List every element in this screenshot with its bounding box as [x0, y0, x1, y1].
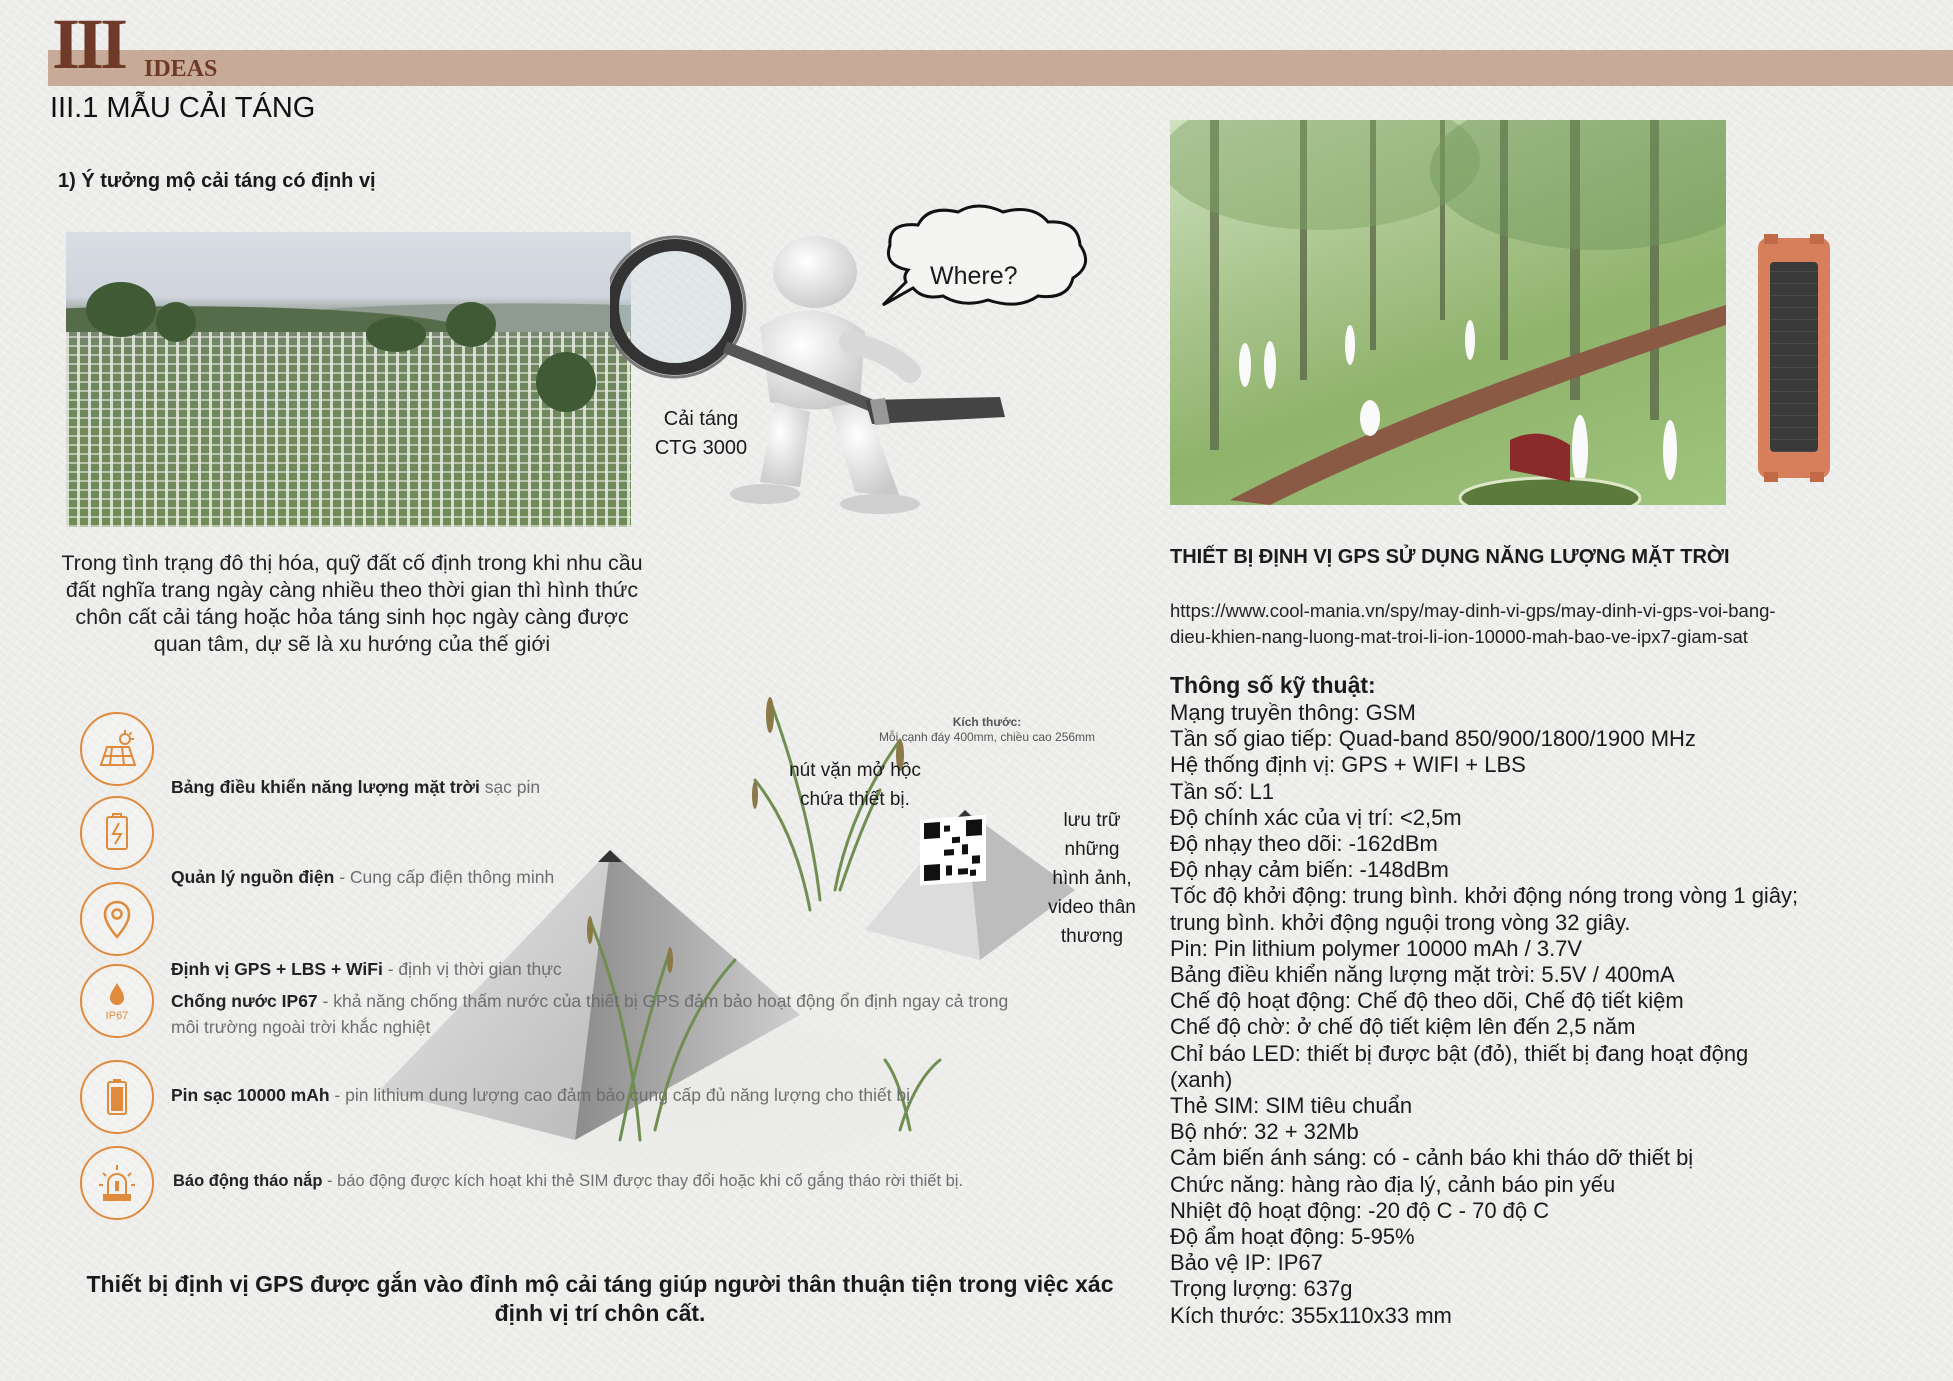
- spec-item: Trọng lượng: 637g: [1170, 1276, 1353, 1302]
- spec-item: Kích thước: 355x110x33 mm: [1170, 1302, 1452, 1328]
- gps-device-title: THIẾT BỊ ĐỊNH VỊ GPS SỬ DỤNG NĂNG LƯỢNG MẶT TRỜI: [1170, 546, 1730, 568]
- spec-item: Bộ nhớ: 32 + 32Mb: [1170, 1119, 1359, 1145]
- feature-alarm: Báo động tháo nắp - báo động được kích hoạt khi thẻ SIM được thay đổi hoặc khi cố gắng tháo rời thiết bị.: [173, 1172, 964, 1190]
- annotation-storage-line: lưu trữ: [1063, 810, 1121, 831]
- memorial-park-rendering: [1170, 120, 1726, 505]
- spec-item: Bảng điều khiển năng lượng mặt trời: 5.5V / 400mA: [1170, 962, 1675, 988]
- location-pin-icon: [80, 882, 154, 956]
- annotation-knob-line: chứa thiết bị.: [800, 789, 910, 810]
- spec-item: Hệ thống định vị: GPS + WIFI + LBS: [1170, 752, 1526, 778]
- bottom-note: Thiết bị định vị GPS được gắn vào đỉnh mộ cải táng giúp người thân thuận tiện trong việc xác định vị trí chôn cất.: [86, 1271, 1114, 1326]
- spec-item: Nhiệt độ hoạt động: -20 độ C - 70 độ C: [1170, 1197, 1550, 1223]
- annotation-storage-line: những: [1064, 839, 1120, 860]
- gps-device-image: [1758, 238, 1830, 478]
- source-url-line: https://www.cool-mania.vn/spy/may-dinh-vi-gps/may-dinh-vi-gps-voi-bang-: [1170, 600, 1776, 621]
- ip67-badge-text: IP67: [105, 1010, 129, 1022]
- spec-item: Tốc độ khởi động: trung bình. khởi động nóng trong vòng 1 giây;: [1170, 883, 1799, 909]
- size-title: Kích thước:: [952, 715, 1022, 729]
- annotation-storage-line: hình ảnh,: [1052, 868, 1132, 889]
- spec-list: [1170, 700, 1850, 1329]
- pyramid-size-label: [852, 715, 1122, 745]
- spec-title: Thông số kỹ thuật:: [1170, 672, 1376, 698]
- annotation-storage-line: video thân: [1048, 897, 1136, 918]
- cemetery-photo: [66, 232, 631, 527]
- chapter-label: IDEAS: [144, 56, 218, 82]
- spec-item: Thẻ SIM: SIM tiêu chuẩn: [1170, 1093, 1413, 1119]
- caption-line-1: Cải táng: [663, 408, 739, 430]
- annotation-knob-line: nút vặn mở hộc: [789, 760, 921, 781]
- feature-gps: Định vị GPS + LBS + WiFi - định vị thời gian thực: [171, 959, 562, 979]
- feature-power: Quản lý nguồn điện - Cung cấp điện thông minh: [171, 867, 555, 887]
- speech-cloud-icon: [878, 200, 1096, 310]
- source-url-line: dieu-khien-nang-luong-mat-troi-li-ion-10000-mah-bao-ve-ipx7-giam-sat: [1170, 626, 1748, 647]
- intro-paragraph: Trong tình trạng đô thị hóa, quỹ đất cố định trong khi nhu cầu đất nghĩa trang ngày càng nhiều theo thời gian thì hình thức chôn cất cải táng hoặc hỏa táng sinh học ngày càng được quan tâm, dự sẽ là xu hướng của thế giới: [61, 551, 643, 656]
- spec-item: Bảo vệ IP: IP67: [1170, 1250, 1323, 1276]
- spec-item: Độ nhạy cảm biến: -148dBm: [1170, 857, 1449, 883]
- spec-item: trung bình. khởi động nguội trong vòng 32 giây.: [1170, 909, 1631, 935]
- spec-item: Pin: Pin lithium polymer 10000 mAh / 3.7V: [1170, 935, 1583, 961]
- spec-item: Tần số: L1: [1170, 778, 1274, 804]
- waterproof-ip67-icon: [80, 964, 154, 1038]
- spec-item: Chức năng: hàng rào địa lý, cảnh báo pin yếu: [1170, 1171, 1616, 1197]
- subsection-title: 1) Ý tưởng mộ cải táng có định vị: [58, 170, 376, 192]
- caption-line-2: CTG 3000: [654, 437, 748, 459]
- feature-battery: Pin sạc 10000 mAh - pin lithium dung lượng cao đảm bảo cung cấp đủ năng lượng cho thiết bị: [171, 1085, 911, 1105]
- section-title: III.1 MẪU CẢI TÁNG: [50, 92, 316, 124]
- feature-waterproof: Chống nước IP67 - khả năng chống thấm nước của thiết bị GPS đảm bảo hoạt động ổn định ngay cả trong môi trường ngoài trời khắc nghiệt: [171, 991, 1009, 1037]
- battery-icon: [80, 1060, 154, 1134]
- illustration-caption: [646, 405, 756, 463]
- spec-item: Chỉ báo LED: thiết bị được bật (đỏ), thiết bị đang hoạt động: [1170, 1040, 1749, 1066]
- annotation-storage-line: thương: [1060, 926, 1124, 947]
- annotation-storage: [1046, 806, 1138, 951]
- alarm-siren-icon: [80, 1146, 154, 1220]
- spec-item: (xanh): [1170, 1066, 1233, 1092]
- spec-item: Chế độ hoạt động: Chế độ theo dõi, Chế độ tiết kiệm: [1170, 988, 1684, 1014]
- battery-charging-icon: [80, 796, 154, 870]
- speech-bubble-text: Where?: [930, 262, 1018, 290]
- size-detail: Mỗi cạnh đáy 400mm, chiều cao 256mm: [878, 730, 1096, 744]
- annotation-knob: [780, 756, 930, 814]
- spec-item: Cảm biến ánh sáng: có - cảnh báo khi tháo dỡ thiết bị: [1170, 1145, 1694, 1171]
- spec-item: Chế độ chờ: ở chế độ tiết kiệm lên đến 2,5 năm: [1170, 1014, 1636, 1040]
- header-band: [48, 50, 1953, 86]
- spec-item: Độ ẩm hoạt động: 5-95%: [1170, 1224, 1415, 1250]
- feature-solar: Bảng điều khiển năng lượng mặt trời sạc pin: [171, 777, 541, 797]
- source-url[interactable]: [1170, 598, 1870, 650]
- spec-item: Mạng truyền thông: GSM: [1170, 700, 1416, 725]
- spec-item: Độ chính xác của vị trí: <2,5m: [1170, 804, 1462, 830]
- solar-panel-icon: [80, 712, 154, 786]
- spec-item: Tần số giao tiếp: Quad-band 850/900/1800/1900 MHz: [1170, 726, 1696, 752]
- spec-item: Độ nhạy theo dõi: -162dBm: [1170, 831, 1438, 857]
- chapter-numeral: III: [52, 4, 125, 84]
